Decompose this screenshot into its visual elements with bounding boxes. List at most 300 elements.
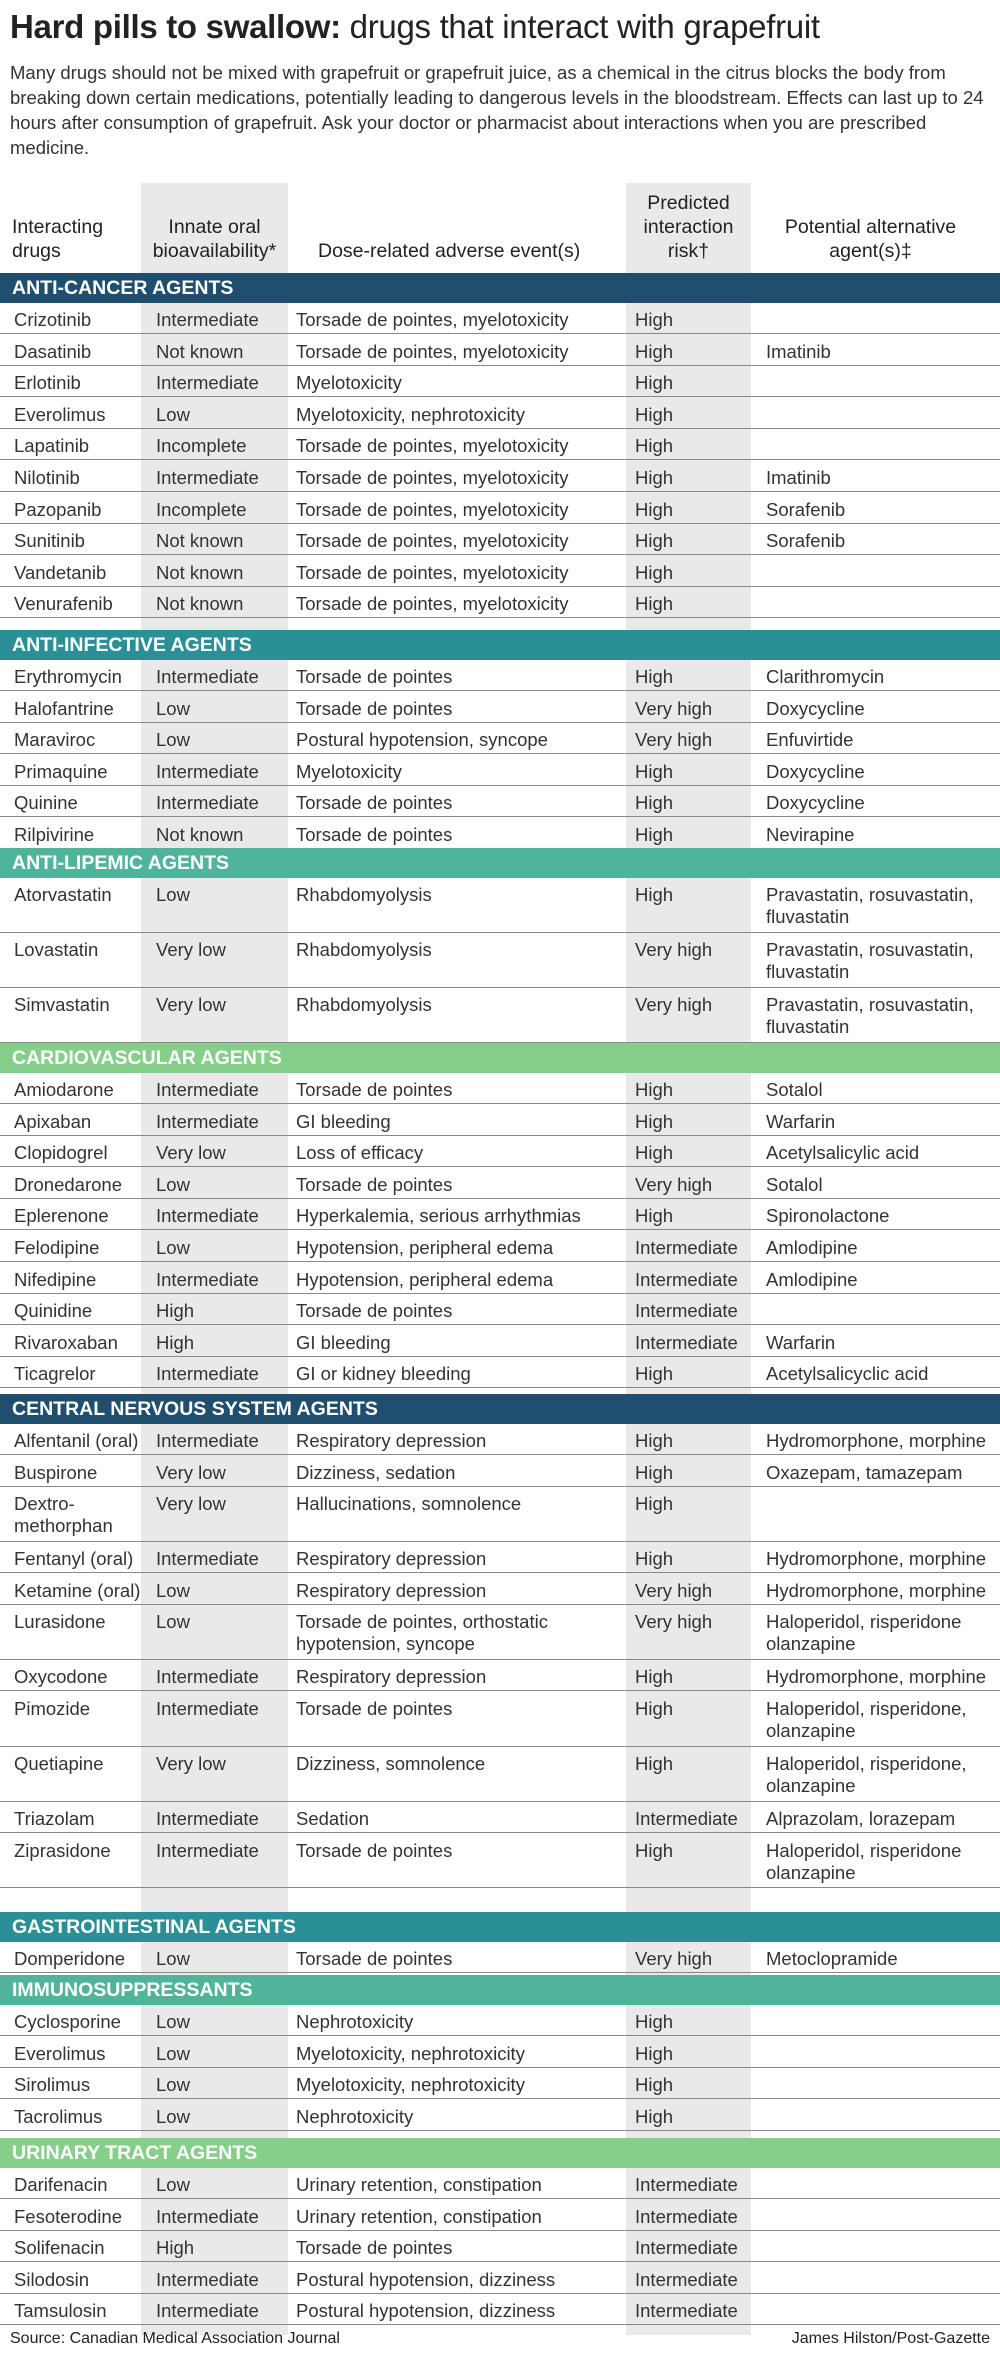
bioavailability: Very low [156,1142,226,1164]
interaction-risk: High [635,372,674,394]
bioavailability: Intermediate [156,1363,259,1385]
table-row [0,398,1000,429]
interaction-risk: Very high [635,1948,713,1969]
table-row [0,2068,1000,2099]
drug-name: Quinidine [14,1300,93,1322]
interaction-risk: High [635,1110,674,1132]
bioavailability: Incomplete [156,435,247,457]
bioavailability: Intermediate [156,467,259,488]
bioavailability: Low [156,1237,190,1258]
adverse-event: Torsade de pointes [296,1948,453,1969]
bioavailability: Low [156,729,190,751]
section-title: GASTROINTESTINAL AGENTS [12,1916,296,1938]
drug-name: Vandetanib [14,561,107,583]
table-row [0,1605,1000,1660]
drug-name: Dextro-methorphan [14,1493,113,1537]
adverse-event: Dizziness, sedation [296,1461,456,1483]
alternative-agent: Acetylsalicyclic acid [766,1363,929,1385]
drug-name: Quinine [14,792,78,814]
interaction-risk: High [635,666,674,687]
interaction-risk: High [635,1839,674,1861]
adverse-event: Loss of efficacy [296,1142,424,1164]
table-row [0,2005,1000,2036]
drug-name: Buspirone [14,1461,98,1483]
drug-name: Triazolam [14,1808,95,1829]
bioavailability: Intermediate [156,1430,259,1451]
interaction-risk: Intermediate [635,1331,738,1353]
bioavailability: Intermediate [156,1110,259,1132]
drug-name: Ziprasidone [14,1839,111,1861]
drug-name: Simvastatin [14,994,110,1015]
table-row [0,723,1000,754]
adverse-event: Torsade de pointes, orthostatic hypotension, syncope [296,1611,548,1655]
bioavailability: Intermediate [156,1666,259,1688]
adverse-event: Torsade de pointes [296,666,453,687]
drug-name: Atorvastatin [14,884,112,905]
table-row [0,1942,1000,1973]
interaction-risk: High [635,2105,674,2127]
interaction-risk: High [635,1698,674,1719]
alternative-agent: Oxazepam, tamazepam [766,1461,963,1483]
interaction-risk: High [635,467,674,488]
table-row [0,429,1000,460]
table-row [0,2263,1000,2294]
alternative-agent: Sotalol [766,1173,823,1195]
bioavailability: Very low [156,1493,226,1515]
bioavailability: Low [156,2011,190,2032]
interaction-risk: Intermediate [635,2268,738,2290]
table-row [0,461,1000,492]
table-row [0,2200,1000,2231]
bioavailability: Low [156,884,190,905]
drug-name: Rivaroxaban [14,1331,118,1353]
title-rest: drugs that interact with grapefruit [340,8,820,45]
drug-name: Halofantrine [14,697,114,719]
drug-name: Pazopanib [14,498,102,520]
interaction-risk: Very high [635,1611,713,1633]
bioavailability: Not known [156,340,244,362]
alternative-agent: Amlodipine [766,1268,858,1290]
adverse-event: Torsade de pointes, myelotoxicity [296,593,569,615]
adverse-event: Hypotension, peripheral edema [296,1237,554,1258]
adverse-event: GI bleeding [296,1110,391,1132]
bioavailability: Intermediate [156,2300,259,2322]
adverse-event: Sedation [296,1808,370,1829]
section-title: ANTI-CANCER AGENTS [12,277,234,299]
drug-name: Quetiapine [14,1753,104,1774]
adverse-event: Respiratory depression [296,1548,487,1570]
drug-name: Cyclosporine [14,2011,121,2032]
interaction-risk: High [635,1079,674,1100]
alternative-agent: Metoclopramide [766,1948,898,1969]
alternative-agent: Hydromorphone, morphine [766,1430,987,1451]
interaction-risk: High [635,2011,674,2032]
table-row [0,818,1000,849]
drug-name: Lapatinib [14,435,90,457]
drug-name: Maraviroc [14,729,96,751]
table-row [0,1105,1000,1136]
alternative-agent: Doxycycline [766,760,865,782]
interaction-risk: High [635,1461,674,1483]
adverse-event: GI bleeding [296,1331,391,1353]
section-header [0,1394,1000,1424]
alternative-agent: Hydromorphone, morphine [766,1666,987,1688]
adverse-event: Dizziness, somnolence [296,1753,486,1774]
table-row [0,493,1000,524]
table-row [0,878,1000,933]
bioavailability: Very low [156,994,226,1015]
bioavailability: Intermediate [156,1268,259,1290]
interaction-risk: High [635,1363,674,1385]
table-row [0,335,1000,366]
interaction-risk: Intermediate [635,1237,738,1258]
adverse-event: Torsade de pointes, myelotoxicity [296,435,569,457]
interaction-risk: Very high [635,1579,713,1601]
bioavailability: Low [156,2174,190,2195]
table-row [0,1168,1000,1199]
drug-name: Alfentanil (oral) [14,1430,139,1451]
table-row [0,556,1000,587]
alternative-agent: Hydromorphone, morphine [766,1548,987,1570]
adverse-event: GI or kidney bleeding [296,1363,471,1385]
drug-name: Darifenacin [14,2174,108,2195]
alternative-agent: Doxycycline [766,792,865,814]
interaction-risk: High [635,593,674,615]
adverse-event: Torsade de pointes [296,1079,453,1100]
bioavailability: Not known [156,561,244,583]
interaction-risk: High [635,498,674,520]
table-row [0,524,1000,555]
interaction-risk: High [635,1142,674,1164]
section-header [0,273,1000,303]
section-title: CARDIOVASCULAR AGENTS [12,1047,282,1069]
interaction-risk: High [635,1753,674,1774]
drug-name: Nilotinib [14,467,80,488]
section-header [0,1975,1000,2005]
table-row [0,366,1000,397]
bioavailability: Intermediate [156,1548,259,1570]
alternative-agent: Imatinib [766,340,831,362]
interaction-risk: Very high [635,729,713,751]
interaction-risk: High [635,2042,674,2064]
section-title: ANTI-INFECTIVE AGENTS [12,634,252,656]
alternative-agent: Alprazolam, lorazepam [766,1808,956,1829]
interaction-risk: Very high [635,1173,713,1195]
bioavailability: Not known [156,593,244,615]
section-header [0,630,1000,660]
drug-name: Felodipine [14,1237,100,1258]
interaction-risk: High [635,309,674,330]
table-row [0,755,1000,786]
bioavailability: Intermediate [156,666,259,687]
title-bold: Hard pills to swallow: [10,8,341,45]
adverse-event: Torsade de pointes [296,1839,453,1861]
interaction-risk: Intermediate [635,2174,738,2195]
table-row [0,2294,1000,2325]
page-title [10,8,820,46]
table-row [0,933,1000,988]
bioavailability: Intermediate [156,372,259,394]
table-row [0,1747,1000,1802]
bioavailability: Intermediate [156,1808,259,1829]
adverse-event: Postural hypotension, dizziness [296,2268,556,2290]
bioavailability: Not known [156,824,244,845]
adverse-event: Torsade de pointes [296,1173,453,1195]
interaction-risk: High [635,1548,674,1570]
drug-name: Nifedipine [14,1268,97,1290]
alternative-agent: Haloperidol, risperidone olanzapine [766,1839,962,1883]
section-title: URINARY TRACT AGENTS [12,2142,258,2164]
section-title: ANTI-LIPEMIC AGENTS [12,852,230,874]
adverse-event: Torsade de pointes [296,1698,453,1719]
interaction-risk: High [635,403,674,425]
drug-name: Fentanyl (oral) [14,1548,134,1570]
bioavailability: Very low [156,1461,226,1483]
table-row [0,1136,1000,1167]
drug-name: Tamsulosin [14,2300,107,2322]
alternative-agent: Pravastatin, rosuvastatin, fluvastatin [766,939,974,982]
interaction-risk: Very high [635,697,713,719]
drug-name: Silodosin [14,2268,90,2290]
adverse-event: Respiratory depression [296,1579,487,1601]
interaction-risk: High [635,561,674,583]
interaction-risk: Intermediate [635,2237,738,2259]
interaction-risk: Very high [635,994,713,1015]
source-note: Source: Canadian Medical Association Journal [10,2330,340,2347]
table-row [0,1231,1000,1262]
adverse-event: Postural hypotension, syncope [296,729,548,751]
bioavailability: Intermediate [156,2268,259,2290]
drug-name: Domperidone [14,1948,126,1969]
alternative-agent: Haloperidol, risperidone olanzapine [766,1611,962,1655]
interaction-risk: Intermediate [635,2205,738,2227]
adverse-event: Torsade de pointes [296,824,453,845]
drug-name: Dasatinib [14,340,92,362]
adverse-event: Torsade de pointes, myelotoxicity [296,561,569,583]
adverse-event: Torsade de pointes, myelotoxicity [296,309,569,330]
adverse-event: Torsade de pointes, myelotoxicity [296,340,569,362]
bioavailability: High [156,2237,195,2259]
interaction-risk: Intermediate [635,2300,738,2322]
interaction-risk: High [635,792,674,814]
alternative-agent: Sotalol [766,1079,823,1100]
adverse-event: Hypotension, peripheral edema [296,1268,554,1290]
drug-name: Lovastatin [14,939,99,960]
adverse-event: Myelotoxicity, nephrotoxicity [296,2074,525,2096]
adverse-event: Myelotoxicity, nephrotoxicity [296,403,525,425]
section-header [0,1912,1000,1942]
alternative-agent: Pravastatin, rosuvastatin, fluvastatin [766,884,974,927]
adverse-event: Nephrotoxicity [296,2105,414,2127]
adverse-event: Torsade de pointes, myelotoxicity [296,498,569,520]
bioavailability: Intermediate [156,760,259,782]
adverse-event: Myelotoxicity [296,760,402,782]
interaction-risk: High [635,824,674,845]
drug-name: Fesoterodine [14,2205,122,2227]
bioavailability: Low [156,1948,190,1969]
alternative-agent: Acetylsalicylic acid [766,1142,920,1164]
credit-note: James Hilston/Post-Gazette [791,2330,990,2347]
table-row [0,988,1000,1043]
section-header [0,1043,1000,1073]
table-row [0,2037,1000,2068]
drug-name: Ticagrelor [14,1363,96,1385]
table-row [0,1834,1000,1889]
adverse-event: Nephrotoxicity [296,2011,414,2032]
alternative-agent: Nevirapine [766,824,855,845]
table-row [0,1802,1000,1833]
interaction-risk: Very high [635,939,713,960]
drug-name: Dronedarone [14,1173,122,1195]
drug-name: Lurasidone [14,1611,106,1633]
alternative-agent: Warfarin [766,1110,836,1132]
adverse-event: Urinary retention, constipation [296,2205,542,2227]
table-row [0,1487,1000,1542]
adverse-event: Rhabdomyolysis [296,939,432,960]
adverse-event: Myelotoxicity [296,372,402,394]
header-risk: Predicted interaction risk† [643,192,734,262]
drug-name: Sunitinib [14,530,85,552]
interaction-risk: High [635,340,674,362]
adverse-event: Urinary retention, constipation [296,2174,542,2195]
interaction-risk: High [635,760,674,782]
bioavailability: Incomplete [156,498,247,520]
bioavailability: Intermediate [156,1079,259,1100]
drug-name: Clopidogrel [14,1142,108,1164]
bioavailability: Intermediate [156,1839,259,1861]
table-row [0,1073,1000,1104]
adverse-event: Torsade de pointes, myelotoxicity [296,530,569,552]
table-row [0,1660,1000,1691]
alternative-agent: Clarithromycin [766,666,885,687]
interaction-risk: High [635,884,674,905]
table-row [0,1294,1000,1325]
drug-name: Solifenacin [14,2237,105,2259]
interaction-risk: High [635,530,674,552]
interaction-risk: Intermediate [635,1300,738,1322]
alternative-agent: Haloperidol, risperidone, olanzapine [766,1753,967,1796]
adverse-event: Torsade de pointes [296,697,453,719]
section-header [0,2138,1000,2168]
bioavailability: Low [156,403,190,425]
interaction-risk: Intermediate [635,1268,738,1290]
adverse-event: Hyperkalemia, serious arrhythmias [296,1205,581,1227]
alternative-agent: Sorafenib [766,530,846,552]
bioavailability: Low [156,697,190,719]
bioavailability: High [156,1331,195,1353]
adverse-event: Respiratory depression [296,1430,487,1451]
bioavailability: High [156,1300,195,1322]
bioavailability: Low [156,1579,190,1601]
interaction-risk: High [635,435,674,457]
drug-name: Erythromycin [14,666,122,687]
drug-name: Erlotinib [14,372,81,394]
table-row [0,1542,1000,1573]
interaction-risk: Intermediate [635,1808,738,1829]
bioavailability: Low [156,2042,190,2064]
drug-name: Everolimus [14,2042,106,2064]
adverse-event: Rhabdomyolysis [296,884,432,905]
alternative-agent: Haloperidol, risperidone, olanzapine [766,1698,967,1741]
table-row [0,587,1000,618]
table-row [0,1199,1000,1230]
alternative-agent: Amlodipine [766,1237,858,1258]
bioavailability: Intermediate [156,792,259,814]
table-row [0,1357,1000,1388]
bioavailability: Very low [156,1753,226,1774]
drug-name: Primaquine [14,760,108,782]
intro-text: Many drugs should not be mixed with grapefruit or grapefruit juice, as a chemical in the citrus blocks the body from breaking down certain medications, potentially leading to dangerous levels in the bloodstream. Effects can last up to 24 hours after consumption of grapefruit. Ask your doctor or pharmacist about interactions when you are prescribed medicine. [10,62,984,158]
table-row [0,1456,1000,1487]
interaction-risk: High [635,1430,674,1451]
header-drug: Interacting drugs [12,216,104,262]
table-row [0,1692,1000,1747]
header-alternative: Potential alternative agent(s)‡ [784,216,957,262]
table-row [0,2100,1000,2131]
drug-name: Sirolimus [14,2074,91,2096]
adverse-event: Torsade de pointes [296,792,453,814]
section-title: IMMUNOSUPPRESSANTS [12,1979,253,2001]
drug-name: Everolimus [14,403,106,425]
bioavailability: Low [156,2105,190,2127]
adverse-event: Hallucinations, somnolence [296,1493,522,1515]
adverse-event: Postural hypotension, dizziness [296,2300,556,2322]
alternative-agent: Doxycycline [766,697,865,719]
alternative-agent: Pravastatin, rosuvastatin, fluvastatin [766,994,974,1037]
alternative-agent: Sorafenib [766,498,846,520]
bioavailability: Low [156,1611,190,1633]
table-row [0,1574,1000,1605]
drug-name: Pimozide [14,1698,91,1719]
drug-name: Venurafenib [14,593,113,615]
alternative-agent: Imatinib [766,467,831,488]
adverse-event: Torsade de pointes, myelotoxicity [296,467,569,488]
table-row [0,1263,1000,1294]
section-header [0,848,1000,878]
interaction-risk: High [635,1666,674,1688]
bioavailability: Very low [156,939,226,960]
alternative-agent: Hydromorphone, morphine [766,1579,987,1601]
table-row [0,660,1000,691]
drug-name: Crizotinib [14,309,92,330]
bioavailability: Intermediate [156,1698,259,1719]
drug-name: Rilpivirine [14,824,95,845]
table-row [0,303,1000,334]
bioavailability: Intermediate [156,309,259,330]
drug-name: Tacrolimus [14,2105,103,2127]
drug-name: Apixaban [14,1110,92,1132]
table-row [0,2231,1000,2262]
header-adverse: Dose-related adverse event(s) [318,240,581,262]
bioavailability: Not known [156,530,244,552]
section-title: CENTRAL NERVOUS SYSTEM AGENTS [12,1398,378,1420]
drug-name: Amiodarone [14,1079,114,1100]
table-row [0,1326,1000,1357]
drug-name: Ketamine (oral) [14,1579,141,1601]
alternative-agent: Spironolactone [766,1205,890,1227]
interaction-risk: High [635,1493,674,1515]
adverse-event: Myelotoxicity, nephrotoxicity [296,2042,525,2064]
alternative-agent: Enfuvirtide [766,729,854,751]
drug-name: Oxycodone [14,1666,108,1688]
bioavailability: Low [156,1173,190,1195]
adverse-event: Torsade de pointes [296,2237,453,2259]
interaction-risk: High [635,2074,674,2096]
table-row [0,786,1000,817]
bioavailability: Intermediate [156,2205,259,2227]
bioavailability: Intermediate [156,1205,259,1227]
drug-name: Eplerenone [14,1205,109,1227]
